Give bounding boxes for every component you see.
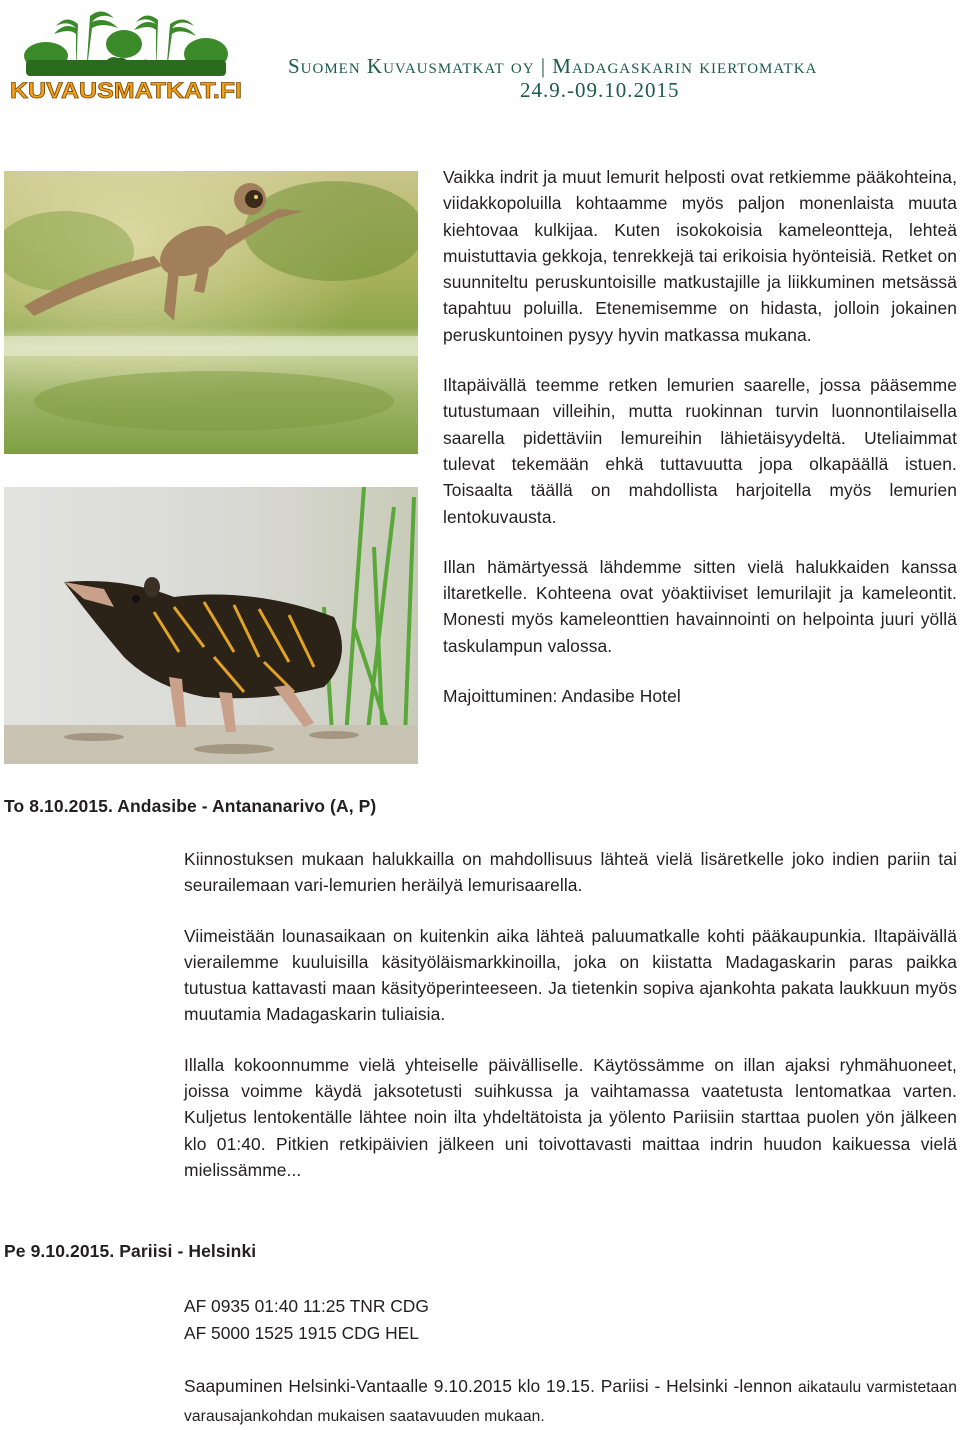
flight-list bbox=[184, 1293, 784, 1346]
tenrec-photo bbox=[4, 487, 418, 764]
accommodation: Majoittuminen: Andasibe Hotel bbox=[443, 686, 681, 707]
flight-line: AF 5000 1525 1915 CDG HEL bbox=[184, 1322, 419, 1343]
header-dates: 24.9.-09.10.2015 bbox=[520, 78, 680, 102]
lemur-jumping-photo bbox=[4, 171, 418, 454]
flight-line: AF 0935 01:40 11:25 TNR CDG bbox=[184, 1296, 429, 1316]
arrival-main: Saapuminen Helsinki-Vantaalle 9.10.2015 klo 19.15. Pariisi - Helsinki -lennon bbox=[184, 1376, 793, 1396]
paragraph: Iltapäivällä teemme retken lemurien saarelle, jossa pääsemme tutustumaan villeihin, mutta ruokinnan turvin luonnontilaisella saarella pidettäviin lemureihin lähietäisyydeltä. Uteliaimmat tulevat tekemään ehkä tuttavuutta jopa olkapäällä istuen. Toisaalta täällä on mahdollista harjoitella myös lemurien lentokuvausta. bbox=[443, 375, 957, 527]
day8-text bbox=[184, 846, 957, 1183]
company-logo[interactable] bbox=[6, 4, 246, 104]
arrival-note: aikataulu varmistetaan varausajankohdan mukaisen saatavuuden mukaan. bbox=[184, 1379, 957, 1425]
paragraph: Viimeistään lounasaikaan on kuitenkin aika lähteä paluumatkalle kohti pääkaupunkia. Iltapäivällä vierailemme kuuluisilla käsityöläismarkkinoilla, joka on kiistatta Madagaskarin paras paikka tutustua kattavasti maan käsityöperinteeseen. Ja tietenkin sopiva ajankohta pakata laukkuun myös muutamia Madagaskarin tuliaisia. bbox=[184, 925, 957, 1025]
logo-text: KUVAUSMATKAT.FI bbox=[10, 78, 242, 103]
paragraph: Illalla kokoonnumme vielä yhteiselle päivälliselle. Käytössämme on illan ajaksi ryhmähuoneet, joissa voimme käydä jaksotetusti suihkussa ja vaihtamassa vaatetusta lentomatkaa varten. Kuljetus lentokentälle lähtee noin ilta yhdeltätoista ja yölento Pariisiin starttaa puolen yön jälkeen klo 01:40. Pitkien retkipäivien jälkeen uni toivottavasti maittaa indrin huudon kaikuessa vielä mielissämme... bbox=[184, 1054, 957, 1180]
day-heading: To 8.10.2015. Andasibe - Antananarivo (A, P) bbox=[4, 796, 377, 816]
arrival-text bbox=[184, 1373, 957, 1430]
day-heading: Pe 9.10.2015. Pariisi - Helsinki bbox=[4, 1241, 257, 1261]
header-title: Suomen Kuvausmatkat oy | Madagaskarin kiertomatka bbox=[288, 54, 818, 78]
paragraph: Vaikka indrit ja muut lemurit helposti ovat retkiemme pääkohteina, viidakkopoluilla kohtaamme myös paljon monenlaista muuta kiehtovaa kulkijaa. Kuten isokokoisia kameleontteja, lehteä muistuttavia gekkoja, tenrekkejä tai erikoisia hyönteisiä. Retket on suunniteltu peruskuntoisille matkustajille ja liikkuminen metsässä tapahtuu poluilla. Etenemisemme on hidasta, jolloin jokainen peruskuntoinen pysyy hyvin matkassa mukana. bbox=[443, 167, 957, 345]
paragraph: Kiinnostuksen mukaan halukkailla on mahdollisuus lähteä vielä lisäretkelle joko indien pariin tai seurailemaan vari-lemurien heräilyä lemurisaarella. bbox=[184, 849, 957, 896]
day7-text bbox=[443, 164, 957, 709]
paragraph: Illan hämärtyessä lähdemme sitten vielä halukkaiden kanssa iltaretkelle. Kohteena ovat yöaktiiviset lemurilajit ja kameleontit. Monesti myös kameleonttien havainnointi on helpointa juuri yöllä taskulampun valossa. bbox=[443, 556, 957, 656]
